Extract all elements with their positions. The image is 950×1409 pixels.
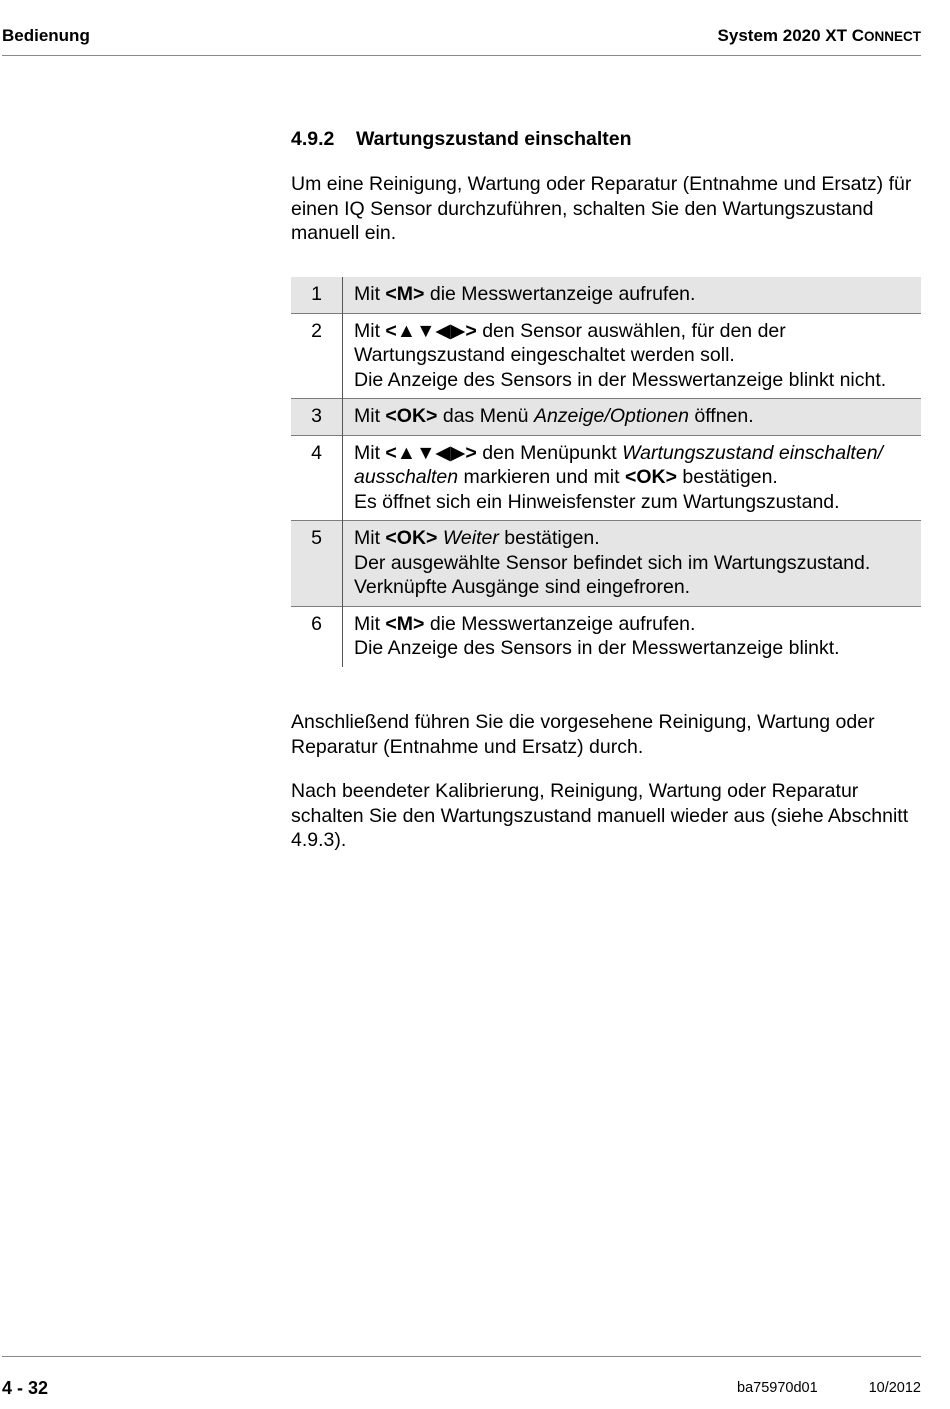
footer-divider [2,1356,921,1357]
step-text [342,319,921,393]
step-line: Mit <OK> Weiter bestätigen. [354,527,600,549]
menu-item-name: Wartungszustand einschalten/ [622,441,883,464]
step-result: Verknüpfte Ausgänge sind eingefroren. [354,576,691,598]
after-paragraph-2: Nach beendeter Kalibrierung, Reinigung, Wartung oder Reparatur schalten Sie den Wartungszustand manuell wieder aus (siehe Abschnitt 4.9.3). [291,780,909,851]
document-date: 10/2012 [868,1380,921,1396]
header-divider [2,55,921,56]
softkey-name: Weiter [442,527,499,549]
key-label: <OK> [385,527,438,549]
step-number: 1 [311,283,322,305]
step-text [342,441,921,515]
step-line: Mit <M> die Messwertanzeige aufrufen. [354,612,696,635]
section-title: Wartungszustand einschalten [356,128,632,150]
key-label: <▲▼◀▶> [385,319,477,342]
step-number: 4 [311,441,322,464]
document-id: ba75970d01 [737,1380,818,1396]
step-text [342,526,921,600]
step-result: Die Anzeige des Sensors in der Messwertanzeige blinkt. [354,637,840,659]
header-product [718,26,921,46]
step-row-6 [291,607,921,667]
after-paragraph-1: Anschließend führen Sie die vorgesehene Reinigung, Wartung oder Reparatur (Entnahme und Ersatz) durch. [291,711,875,758]
step-line: Mit <▲▼◀▶> den Sensor auswählen, für den der [354,319,786,342]
step-result: Der ausgewählte Sensor befindet sich im Wartungszustand. [354,551,871,574]
step-result: Die Anzeige des Sensors in der Messwertanzeige blinkt nicht. [354,368,887,391]
step-line: ausschalten markieren und mit <OK> bestätigen. [354,466,778,488]
step-row-3 [291,399,921,436]
step-number: 3 [311,405,322,427]
page-number: 4 - 32 [2,1378,49,1398]
step-text [342,404,921,429]
step-line: Mit <M> die Messwertanzeige aufrufen. [354,283,696,305]
key-label: <M> [385,283,425,305]
step-number: 2 [311,319,322,342]
step-line: Wartungszustand eingeschaltet werden soll. [354,344,735,366]
step-line: Mit <OK> das Menü Anzeige/Optionen öffnen. [354,405,754,427]
key-label: <OK> [385,405,438,427]
step-number: 5 [311,527,322,549]
menu-item-name: ausschalten [354,466,459,488]
section-heading [291,128,921,151]
step-text [342,282,921,307]
step-row-1 [291,277,921,314]
step-row-4 [291,436,921,522]
header-chapter: Bedienung [2,26,90,45]
section-number: 4.9.2 [291,128,335,150]
key-label: <OK> [624,466,678,488]
step-row-2 [291,314,921,400]
step-row-5 [291,521,921,607]
step-line: Mit <▲▼◀▶> den Menüpunkt Wartungszustand einschalten/ [354,441,883,464]
header-product-smallcaps: ONNECT [864,29,921,44]
menu-name: Anzeige/Optionen [533,405,689,427]
step-text [342,612,921,661]
header-product-prefix: System 2020 XT C [717,26,864,45]
intro-paragraph: Um eine Reinigung, Wartung oder Reparatur (Entnahme und Ersatz) für einen IQ Sensor durchzuführen, schalten Sie den Wartungszustand manuell ein. [291,173,912,244]
key-label: <M> [385,612,425,635]
step-number: 6 [311,612,322,635]
step-table [291,277,921,667]
step-column-divider [342,277,343,667]
key-label: <▲▼◀▶> [385,441,477,464]
step-result: Es öffnet sich ein Hinweisfenster zum Wartungszustand. [354,490,840,513]
